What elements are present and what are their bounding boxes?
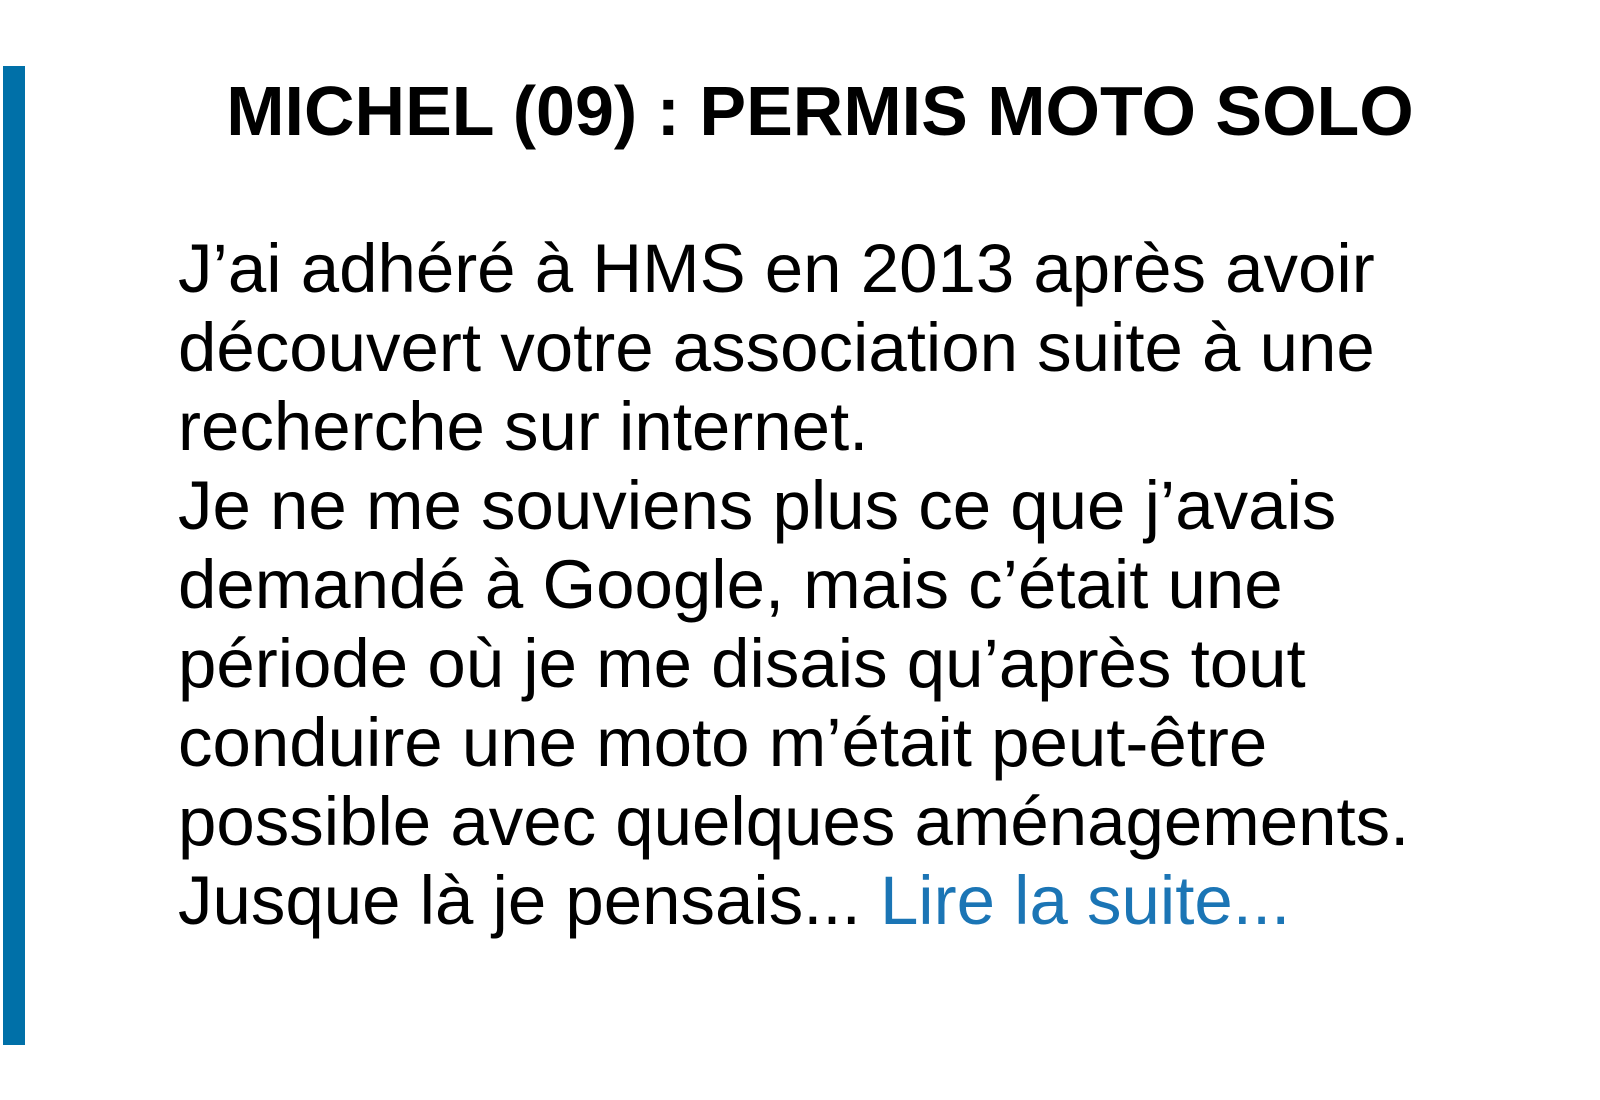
text-line: recherche sur internet.	[178, 388, 869, 465]
text-line: demandé à Google, mais c’était une	[178, 546, 1283, 623]
text-line: découvert votre association suite à une	[178, 309, 1375, 386]
read-more-link[interactable]: Lire la suite...	[879, 862, 1291, 939]
page-title: MICHEL (09) : PERMIS MOTO SOLO	[226, 72, 1414, 150]
text-line: Je ne me souviens plus ce que j’avais	[178, 467, 1337, 544]
text-line: Jusque là je pensais...	[178, 862, 880, 939]
text-line: conduire une moto m’était peut-être	[178, 704, 1268, 781]
accent-bar	[3, 66, 25, 1045]
text-line: possible avec quelques aménagements.	[178, 783, 1410, 860]
text-line: J’ai adhéré à HMS en 2013 après avoir	[178, 230, 1375, 307]
testimonial-text	[178, 229, 1409, 940]
text-line-with-link	[178, 861, 1409, 940]
text-line: période où je me disais qu’après tout	[178, 625, 1306, 702]
